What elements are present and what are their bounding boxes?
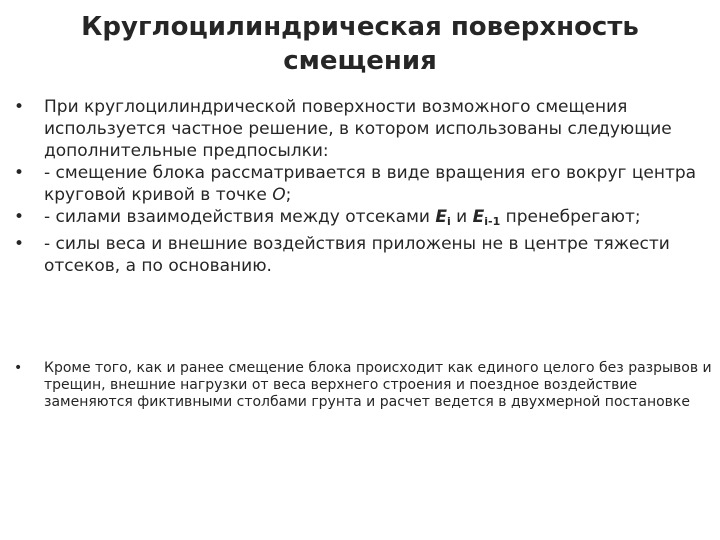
bullet-text-4: - силы веса и внешние воздействия приложены не в центре тяжести отсеков, а по основанию. <box>44 234 670 276</box>
bullet-list-small <box>12 360 712 411</box>
bullet-text-5: Кроме того, как и ранее смещение блока происходит как единого целого без разрывов и трещин, внешние нагрузки от веса верхнего строения и поездное воздействие заменяются фиктивными столбами грунта и расчет ведется в двухмерной постановке <box>44 360 712 410</box>
bullet-list <box>12 96 700 277</box>
force-e-prev: E <box>472 207 485 227</box>
slide-title: Круглоцилиндрическая поверхность смещения <box>81 12 639 76</box>
bullet-item-2 <box>12 162 700 206</box>
force-e-subscript: i <box>446 215 451 228</box>
bullet-3-tail: пренебрегают; <box>505 207 641 227</box>
force-e-prev-subscript: i-1 <box>484 215 501 228</box>
bullet-item-3 <box>12 206 700 233</box>
bullet-text-3: - силами взаимодействия между отсеками <box>44 207 430 227</box>
bullet-dot: • <box>14 234 25 254</box>
bullet-dot: • <box>14 207 25 227</box>
bullet-dot: • <box>14 97 25 117</box>
bullet-item-1 <box>12 96 700 162</box>
conjunction: и <box>450 207 473 227</box>
force-e: E <box>435 207 447 227</box>
bullet-text-2: - смещение блока рассматривается в виде вращения его вокруг центра круговой кривой в точке <box>44 163 697 205</box>
bullet-dot: • <box>14 360 23 376</box>
bullet-2-end: ; <box>285 185 292 205</box>
point-label: O <box>272 185 286 205</box>
bullet-text-1: При круглоцилиндрической поверхности возможного смещения используется частное решение, в котором использованы следующие дополнительные предпосылки: <box>44 97 672 161</box>
bullet-item-4 <box>12 233 700 277</box>
bullet-item-5 <box>12 360 712 411</box>
bullet-dot: • <box>14 163 25 183</box>
